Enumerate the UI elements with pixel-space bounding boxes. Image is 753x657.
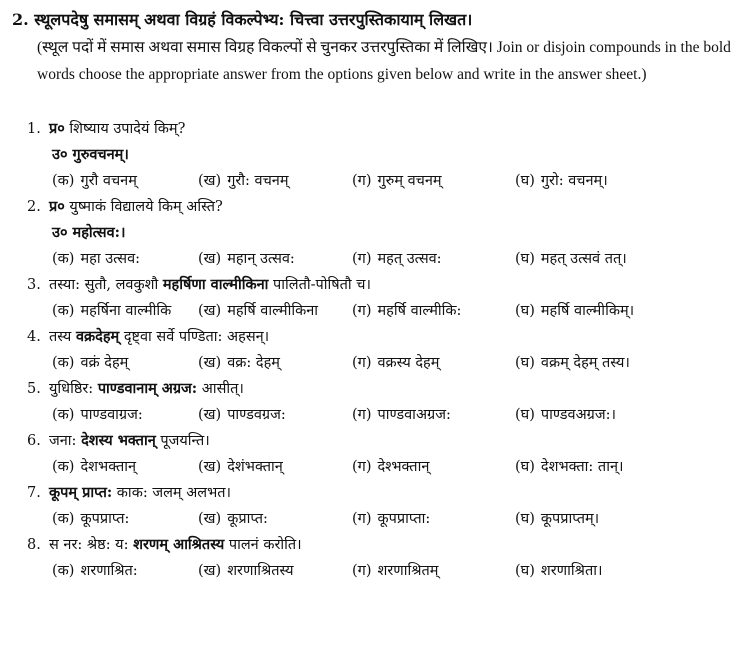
question-1-options — [0, 170, 753, 192]
question-3: 3. तस्या: सुतौ, लवकुशौ महर्षिणा वाल्मीकिना पालितौ-पोषितौ च। — [27, 276, 371, 293]
option-ga[interactable]: (ग) वक्रस्य देहम् — [352, 355, 440, 371]
option-ga[interactable]: (ग) पाण्डवाअग्रज: — [352, 407, 451, 423]
question-number: 3. — [27, 277, 41, 293]
question-7: 7. कूपम् प्राप्त: काक: जलम् अलभत। — [27, 484, 232, 501]
option-ga[interactable]: (ग) कूपप्राप्ता: — [352, 511, 431, 527]
question-2-options — [0, 248, 753, 270]
option-ka[interactable]: (क) गुरौ वचनम् — [52, 173, 137, 189]
question-8: 8. स नर: श्रेष्ठ: य: शरणम् आश्रितस्य पालनं करोति। — [27, 536, 302, 553]
question-5-options — [0, 404, 753, 426]
question-number: 2. — [27, 199, 41, 215]
question-2 — [27, 196, 223, 216]
question-number: 8. — [27, 537, 41, 553]
option-gha[interactable]: (घ) वक्रम् देहम् तस्य। — [515, 355, 630, 371]
option-gha[interactable]: (घ) महर्षि वाल्मीकिम्। — [515, 303, 635, 319]
option-ka[interactable]: (क) वक्रं देहम् — [52, 355, 129, 371]
question-4: 4. तस्य वक्रदेहम् दृष्ट्वा सर्वे पण्डिता: अहसन्। — [27, 328, 270, 345]
option-kha[interactable]: (ख) देशंभक्तान् — [198, 459, 283, 475]
instruction-text: (स्थूल पदों में समास अथवा समास विग्रह विकल्पों से चुनकर उत्तरपुस्तिका में लिखिए। Join or disjoin compounds in the bold words choose the appropriate answer from the options given below and write in the answer sheet.) — [37, 39, 731, 83]
question-number: 7. — [27, 485, 41, 501]
option-kha[interactable]: (ख) शरणाश्रितस्य — [198, 563, 294, 579]
question-number: 6. — [27, 433, 41, 449]
option-ga[interactable]: (ग) शरणाश्रितम् — [352, 563, 439, 579]
question-7-options — [0, 508, 753, 530]
question-heading: 2. स्थूलपदेषु समासम् अथवा विग्रहं विकल्पेभ्य: चित्त्वा उत्तरपुस्तिकायाम् लिखत। — [12, 10, 473, 29]
bold-compound: देशस्य भक्तान् — [81, 432, 156, 449]
bold-compound: महर्षिणा वाल्मीकिना — [162, 276, 269, 293]
option-ka[interactable]: (क) महर्षिना वाल्मीकि — [52, 303, 172, 319]
option-kha[interactable]: (ख) पाण्डवग्रज: — [198, 407, 286, 423]
option-ka[interactable]: (क) महा उत्सव: — [52, 251, 141, 267]
option-ga[interactable]: (ग) महत् उत्सव: — [352, 251, 442, 267]
question-prefix: प्र० — [49, 120, 65, 137]
question-number: 4. — [27, 329, 41, 345]
question-4-options — [0, 352, 753, 374]
option-ka[interactable]: (क) पाण्डवाग्रज: — [52, 407, 143, 423]
option-gha[interactable]: (घ) गुरो: वचनम्। — [515, 173, 608, 189]
option-gha[interactable]: (घ) महत् उत्सवं तत्। — [515, 251, 627, 267]
option-gha[interactable]: (घ) कूपप्राप्तम्। — [515, 511, 600, 527]
bold-compound: कूपम् प्राप्त: — [49, 484, 113, 501]
option-kha[interactable]: (ख) गुरौ: वचनम् — [198, 173, 289, 189]
question-text: शिष्याय उपादेयं किम्? — [64, 121, 186, 137]
bold-compound: शरणम् आश्रितस्य — [133, 536, 225, 553]
bold-compound: पाण्डवानाम् अग्रज: — [97, 380, 198, 397]
option-gha[interactable]: (घ) शरणाश्रिता। — [515, 563, 603, 579]
option-ka[interactable]: (क) कूपप्राप्त: — [52, 511, 130, 527]
question-6: 6. जना: देशस्य भक्तान् पूजयन्ति। — [27, 432, 210, 449]
option-ga[interactable]: (ग) गुरुम् वचनम् — [352, 173, 442, 189]
question-text: युष्माकं विद्यालये किम् अस्ति? — [64, 199, 223, 215]
option-kha[interactable]: (ख) महान् उत्सव: — [198, 251, 295, 267]
question-number: 1. — [27, 121, 41, 137]
question-2-answer: उ० महोत्सव:। — [52, 224, 126, 241]
option-ga[interactable]: (ग) महर्षि वाल्मीकि: — [352, 303, 462, 319]
question-1 — [27, 118, 185, 138]
option-gha[interactable]: (घ) देशभक्ता: तान्। — [515, 459, 624, 475]
option-ka[interactable]: (क) शरणाश्रित: — [52, 563, 138, 579]
question-1-answer: उ० गुरुवचनम्। — [52, 146, 129, 163]
option-kha[interactable]: (ख) कूप्राप्त: — [198, 511, 268, 527]
option-kha[interactable]: (ख) वक्र: देहम् — [198, 355, 280, 371]
question-prefix: प्र० — [49, 198, 65, 215]
question-3-options — [0, 300, 753, 322]
question-8-options — [0, 560, 753, 582]
option-ka[interactable]: (क) देशभक्तान् — [52, 459, 137, 475]
option-kha[interactable]: (ख) महर्षि वाल्मीकिना — [198, 303, 319, 319]
bold-compound: वक्रदेहम् — [75, 328, 120, 345]
question-5: 5. युधिष्ठिर: पाण्डवानाम् अग्रज: आसीत्। — [27, 380, 244, 397]
option-gha[interactable]: (घ) पाण्डवअग्रज:। — [515, 407, 616, 423]
question-number: 5. — [27, 381, 41, 397]
question-6-options — [0, 456, 753, 478]
option-ga[interactable]: (ग) देश्भक्तान् — [352, 459, 430, 475]
